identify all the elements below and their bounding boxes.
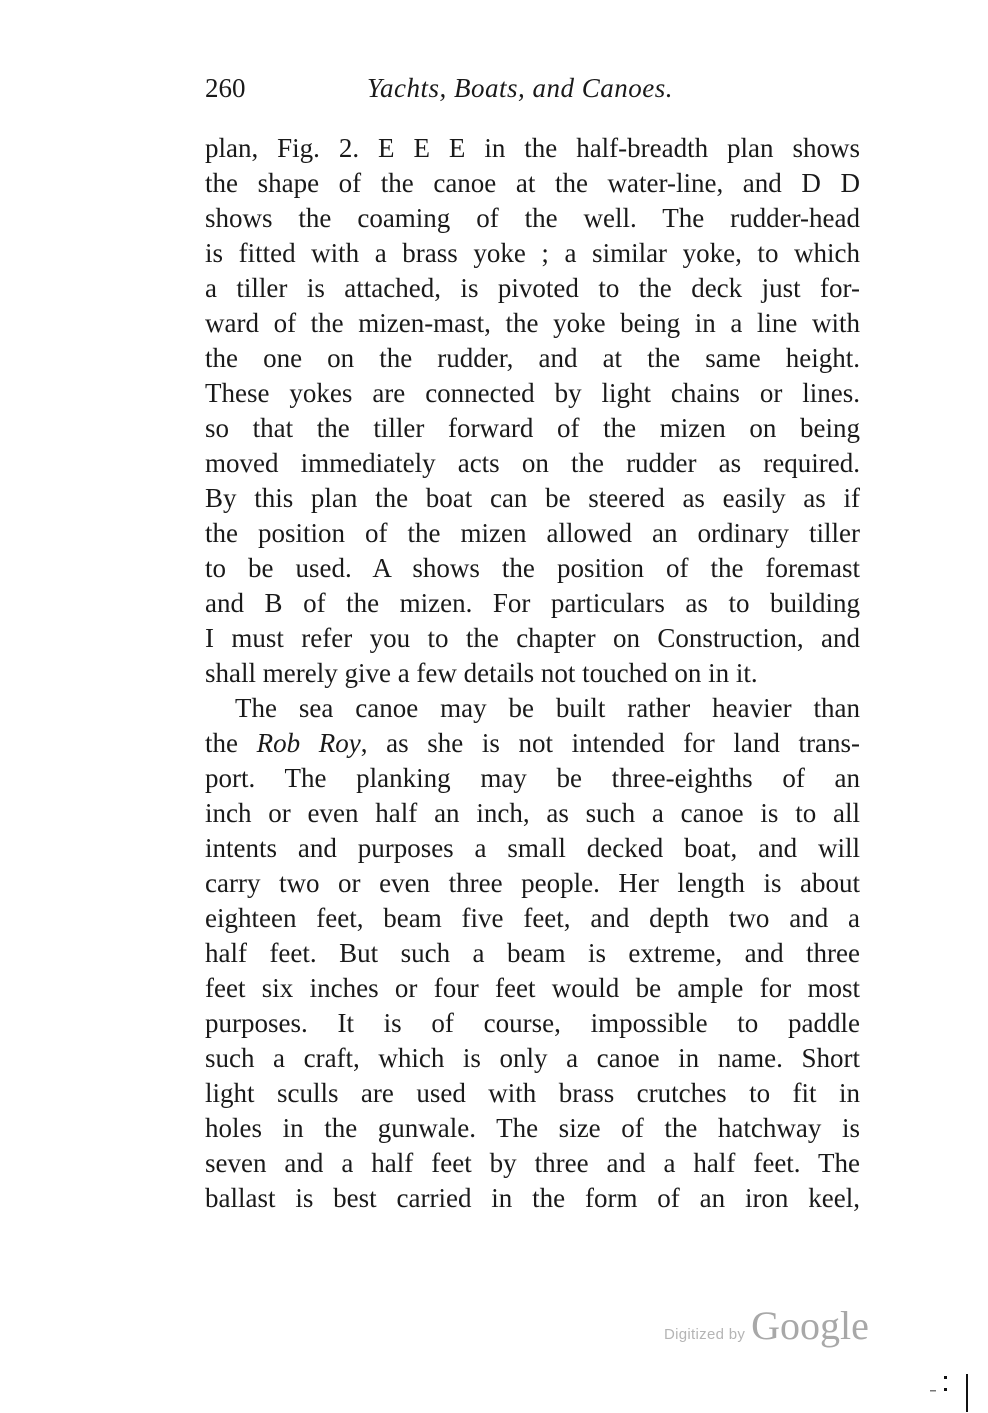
- scan-dash: [930, 1390, 936, 1392]
- text-line: shows the coaming of the well. The rudder-head: [205, 203, 860, 233]
- scan-dot: [944, 1376, 947, 1379]
- scan-edge-line: [966, 1374, 968, 1412]
- text-line: so that the tiller forward of the mizen on being: [205, 413, 860, 443]
- text-line: the Rob Roy, as she is not intended for land trans-: [205, 728, 860, 758]
- text-line: the position of the mizen allowed an ordinary tiller: [205, 518, 860, 548]
- text-line: half feet. But such a beam is extreme, and three: [205, 938, 860, 968]
- text-line: plan, Fig. 2. E E E in the half-breadth plan shows: [205, 133, 860, 163]
- text-line: I must refer you to the chapter on Construction, and: [205, 623, 860, 653]
- text-line: a tiller is attached, is pivoted to the deck just for-: [205, 273, 860, 303]
- text-line: carry two or even three people. Her length is about: [205, 868, 860, 898]
- page-number: 260: [205, 73, 246, 103]
- google-logo: Google: [751, 1303, 869, 1348]
- italic-ship-name: Rob Roy: [256, 728, 361, 758]
- text-line: holes in the gunwale. The size of the hatchway is: [205, 1113, 860, 1143]
- text-line: the one on the rudder, and at the same height.: [205, 343, 860, 373]
- text-line: eighteen feet, beam five feet, and depth two and a: [205, 903, 860, 933]
- body-text: [205, 131, 860, 1216]
- paragraph-first-line: The sea canoe may be built rather heavier than: [235, 693, 860, 723]
- digitized-watermark: [664, 1302, 869, 1352]
- text-line: shall merely give a few details not touched on in it.: [205, 658, 758, 688]
- text-line: intents and purposes a small decked boat, and will: [205, 833, 860, 863]
- text-line: seven and a half feet by three and a half feet. The: [205, 1148, 860, 1178]
- text-line: is fitted with a brass yoke ; a similar yoke, to which: [205, 238, 860, 268]
- text-line: These yokes are connected by light chains or lines.: [205, 378, 860, 408]
- text-line: moved immediately acts on the rudder as required.: [205, 448, 860, 478]
- digitized-by-label: Digitized by: [664, 1326, 746, 1343]
- text-line: purposes. It is of course, impossible to paddle: [205, 1008, 860, 1038]
- text-line: to be used. A shows the position of the foremast: [205, 553, 860, 583]
- text-line: ballast is best carried in the form of an iron keel,: [205, 1183, 860, 1213]
- scan-artifact-marks: [922, 1370, 972, 1413]
- text-line: light sculls are used with brass crutches to fit in: [205, 1078, 860, 1108]
- text-line: port. The planking may be three-eighths of an: [205, 763, 860, 793]
- text-line: and B of the mizen. For particulars as to building: [205, 588, 860, 618]
- scan-dot: [944, 1388, 947, 1391]
- running-title: Yachts, Boats, and Canoes.: [367, 73, 674, 103]
- text-line: the shape of the canoe at the water-line, and D D: [205, 168, 860, 198]
- text-line: such a craft, which is only a canoe in name. Short: [205, 1043, 860, 1073]
- page-header: [205, 68, 725, 108]
- text-line: ward of the mizen-mast, the yoke being in a line with: [205, 308, 860, 338]
- text-line: By this plan the boat can be steered as easily as if: [205, 483, 860, 513]
- text-line: inch or even half an inch, as such a canoe is to all: [205, 798, 860, 828]
- text-line: feet six inches or four feet would be ample for most: [205, 973, 860, 1003]
